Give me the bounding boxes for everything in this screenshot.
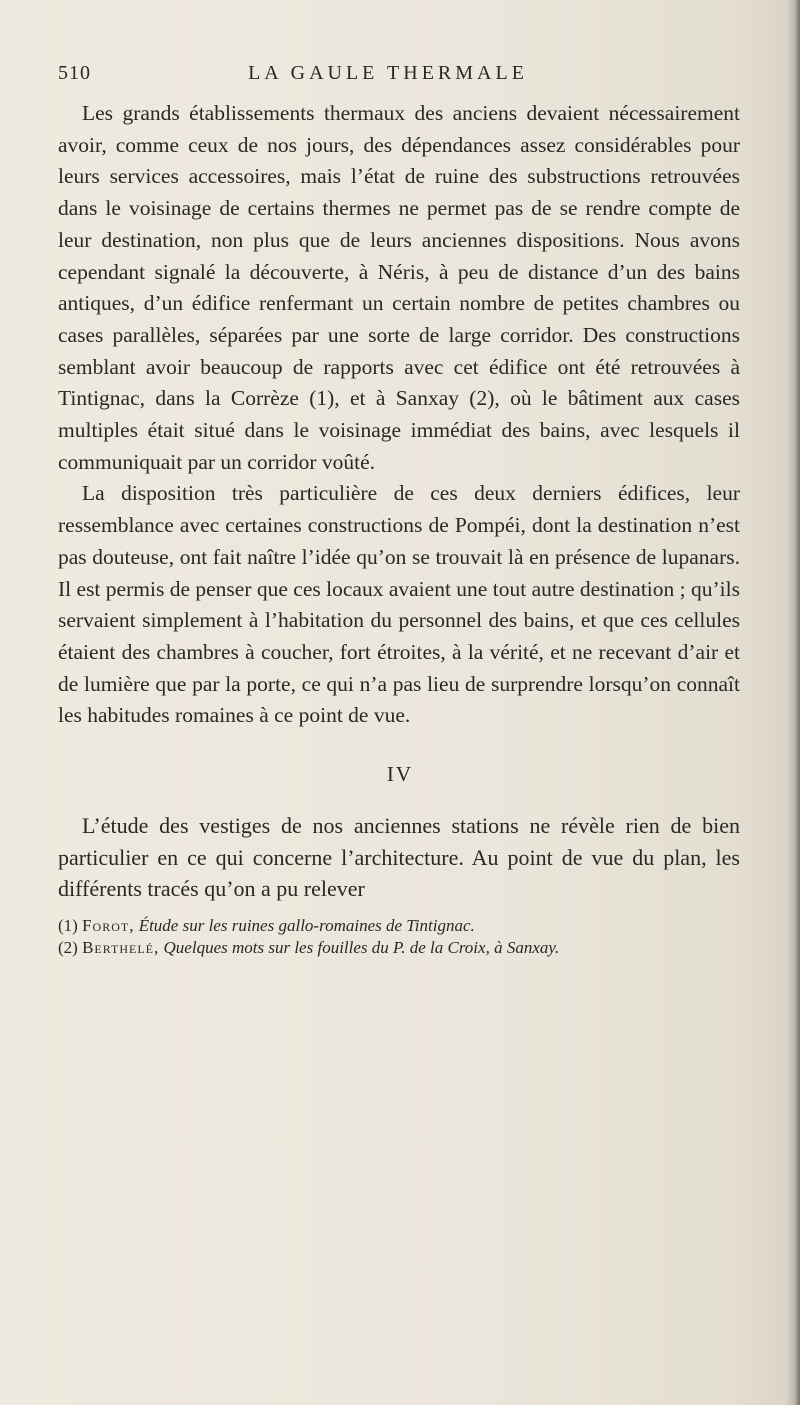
paragraph-2: La disposition très particulière de ces deux derniers édifices, leur ressemblance avec certaines constructions de Pompéi, dont la destination n’est pas douteuse, ont fait naître l’idée qu’on se trouvait là en présence de lupanars. Il est permis de penser que ces locaux avaient une tout autre destination ; qu’ils servaient simplement à l’habitation du personnel des bains, et que ces cellules étaient des chambres à coucher, fort étroites, à la vérité, et ne recevant d’air et de lumière que par la porte, ce qui n’a pas lieu de surprendre lorsqu’on connaît les habitudes romaines à ce point de vue. — [58, 481, 740, 728]
main-text — [58, 98, 740, 732]
page-edge-shadow — [786, 0, 800, 1405]
footnote-author: Forot, — [82, 916, 135, 935]
paragraph-1: Les grands établissements thermaux des anciens devaient nécessairement avoir, comme ceux de nos jours, des dépendances assez considérables pour leurs services accessoires, mais l’état de ruine des substructions retrouvées dans le voisinage de certains thermes ne permet pas de se rendre compte de leur destination, non plus que de leurs anciennes dispositions. Nous avons cependant signalé la découverte, à Néris, à peu de distance d’un des bains antiques, d’un édifice renfermant un certain nombre de petites chambres ou cases parallèles, séparées par une sorte de large corridor. Des constructions semblant avoir beaucoup de rapports avec cet édifice ont été retrouvées à Tintignac, dans la Corrèze (1), et à Sanxay (2), où le bâtiment aux cases multiples était situé dans le voisinage immédiat des bains, avec lesquels il communiquait par un corridor voûté. — [58, 101, 740, 474]
footnote-title: Quelques mots sur les fouilles du P. de la Croix, à Sanxay. — [163, 938, 560, 957]
page-header — [58, 62, 718, 92]
footnote-marker: (2) — [58, 938, 78, 957]
footnotes — [58, 915, 758, 959]
footnote-marker: (1) — [58, 916, 78, 935]
page-number: 510 — [58, 62, 91, 84]
section-paragraph: L’étude des vestiges de nos anciennes stations ne révèle rien de bien particulier en ce qui concerne l’architecture. Au point de vue du plan, les différents tracés qu’on a pu relever — [58, 813, 740, 901]
footnote-author: Berthelé, — [82, 938, 160, 957]
footnote-title: Étude sur les ruines gallo-romaines de Tintignac. — [138, 916, 475, 935]
running-title: LA GAULE THERMALE — [248, 62, 528, 84]
footnote-2 — [58, 937, 758, 959]
footnote-1 — [58, 915, 758, 937]
section-heading: IV — [386, 762, 414, 786]
